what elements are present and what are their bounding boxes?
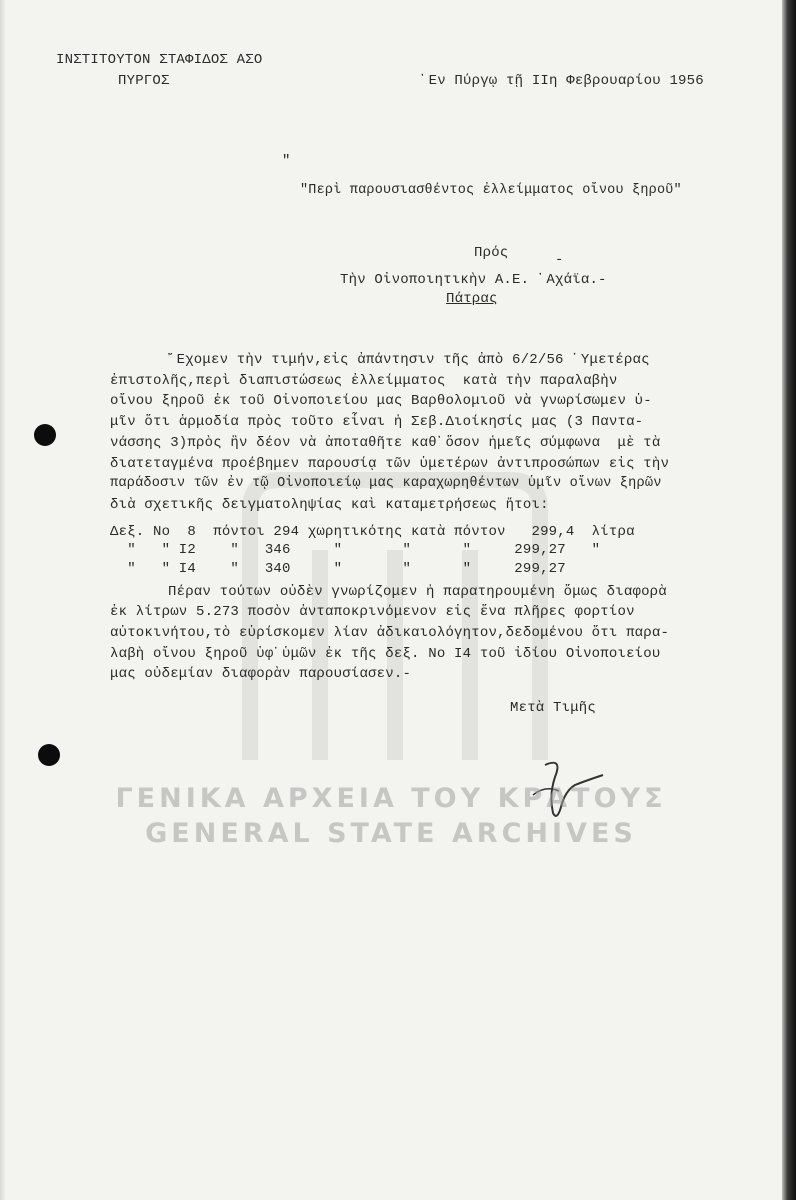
body-line: αὐτοκινήτου,τὸ εὑρίσκομεν λίαν ἀδικαιολόγητον,δεδομένου ὅτι παρα- [110,625,670,641]
addressee-company: Τὴν Οἰνοποιητικὴν Α.Ε. ᾽Αχάϊα.- [340,272,607,288]
tank-row: Δεξ. Νο 8 πόντοι 294 χωρητικότης κατὰ πόντον 299,4 λίτρα [110,524,635,540]
watermark-greek: ΓΕΝΙΚΑ ΑΡΧΕΙΑ ΤΟΥ ΚΡΑΤΟΥΣ [115,783,667,814]
place-and-date: ᾽Εν Πύργῳ τῇ ΙΙη Φεβρουαρίου 1956 [420,73,704,89]
subject-mark: " [282,153,291,169]
tank-row: " " Ι2 " 346 " " " 299,27 " [110,542,601,558]
body-line: παράδοσιν τῶν ἐν τῷ Οἰνοποιείῳ μας καραχωρηθέντων ὑμῖν οἴνων ξηρῶν [110,476,662,491]
body-line: λαβὴ οἴνου ξηροῦ ὑφ᾽ὑμῶν ἐκ τῆς δεξ. Νο Ι4 τοῦ ἰδίου Οἰνοποιείου [110,646,661,662]
punch-hole-top [34,424,56,446]
body-line: μῖν ὅτι ἁρμοδία πρὸς τοῦτο εἶναι ἡ Σεβ.Διοίκησίς μας (3 Παντα- [110,414,644,430]
body-line: ἐπιστολῆς,περὶ διαπιστώσεως ἐλλείμματος κατὰ τὴν παραλαβὴν [110,373,618,389]
addressee-pros: Πρός [474,245,509,261]
body-line: νάσσης 3)πρὸς ἣν δέον νὰ ἀποταθῆτε καθ᾽ὅσον ἡμεῖς σύμφωνα μὲ τὰ [110,435,661,451]
body-line: ῎Εχομεν τὴν τιμήν,εἰς ἀπάντησιν τῆς ἀπὸ 6/2/56 ῾Υμετέρας [168,352,650,368]
punch-hole-bottom [38,744,60,766]
paper-edge-left [0,0,6,1200]
body-line: ἐκ λίτρων 5.273 ποσὸν ἀνταποκρινόμενον εἰς ἕνα πλῆρες φορτίον [110,604,635,620]
addressee-city: Πάτρας [446,291,498,307]
archives-logo-watermark [210,470,580,770]
closing: Μετὰ Τιμῆς [510,700,597,716]
scan-edge-right [782,0,796,1200]
institute-name: ΙΝΣΤΙΤΟΥΤΟΝ ΣΤΑΦΙΔΟΣ ΑΣΟ [56,52,263,68]
body-line: διὰ σχετικῆς δειγματοληψίας καὶ καταμετρήσεως ἤτοι: [110,497,549,513]
institute-city: ΠΥΡΓΟΣ [118,73,170,89]
addressee-dash: - [555,252,564,268]
body-line: οἴνου ξηροῦ ἐκ τοῦ Οἰνοποιείου μας Βαρθολομιοῦ νὰ γνωρίσωμεν ὑ- [110,393,652,409]
watermark-english: GENERAL STATE ARCHIVES [145,818,637,849]
body-line: Πέραν τούτων οὐδὲν γνωρίζομεν ἡ παρατηρουμένη ὅμως διαφορὰ [168,584,667,600]
subject-line: "Περὶ παρουσιασθέντος ἐλλείμματος οἴνου ξηροῦ" [300,183,682,198]
body-line: μας οὐδεμίαν διαφορὰν παρουσίασεν.- [110,666,412,682]
body-line: διατεταγμένα προέβημεν παρουσίᾳ τῶν ὑμετέρων ἀντιπροσώπων εἰς τὴν [110,456,670,472]
tank-row: " " Ι4 " 340 " " " 299,27 [110,561,566,577]
